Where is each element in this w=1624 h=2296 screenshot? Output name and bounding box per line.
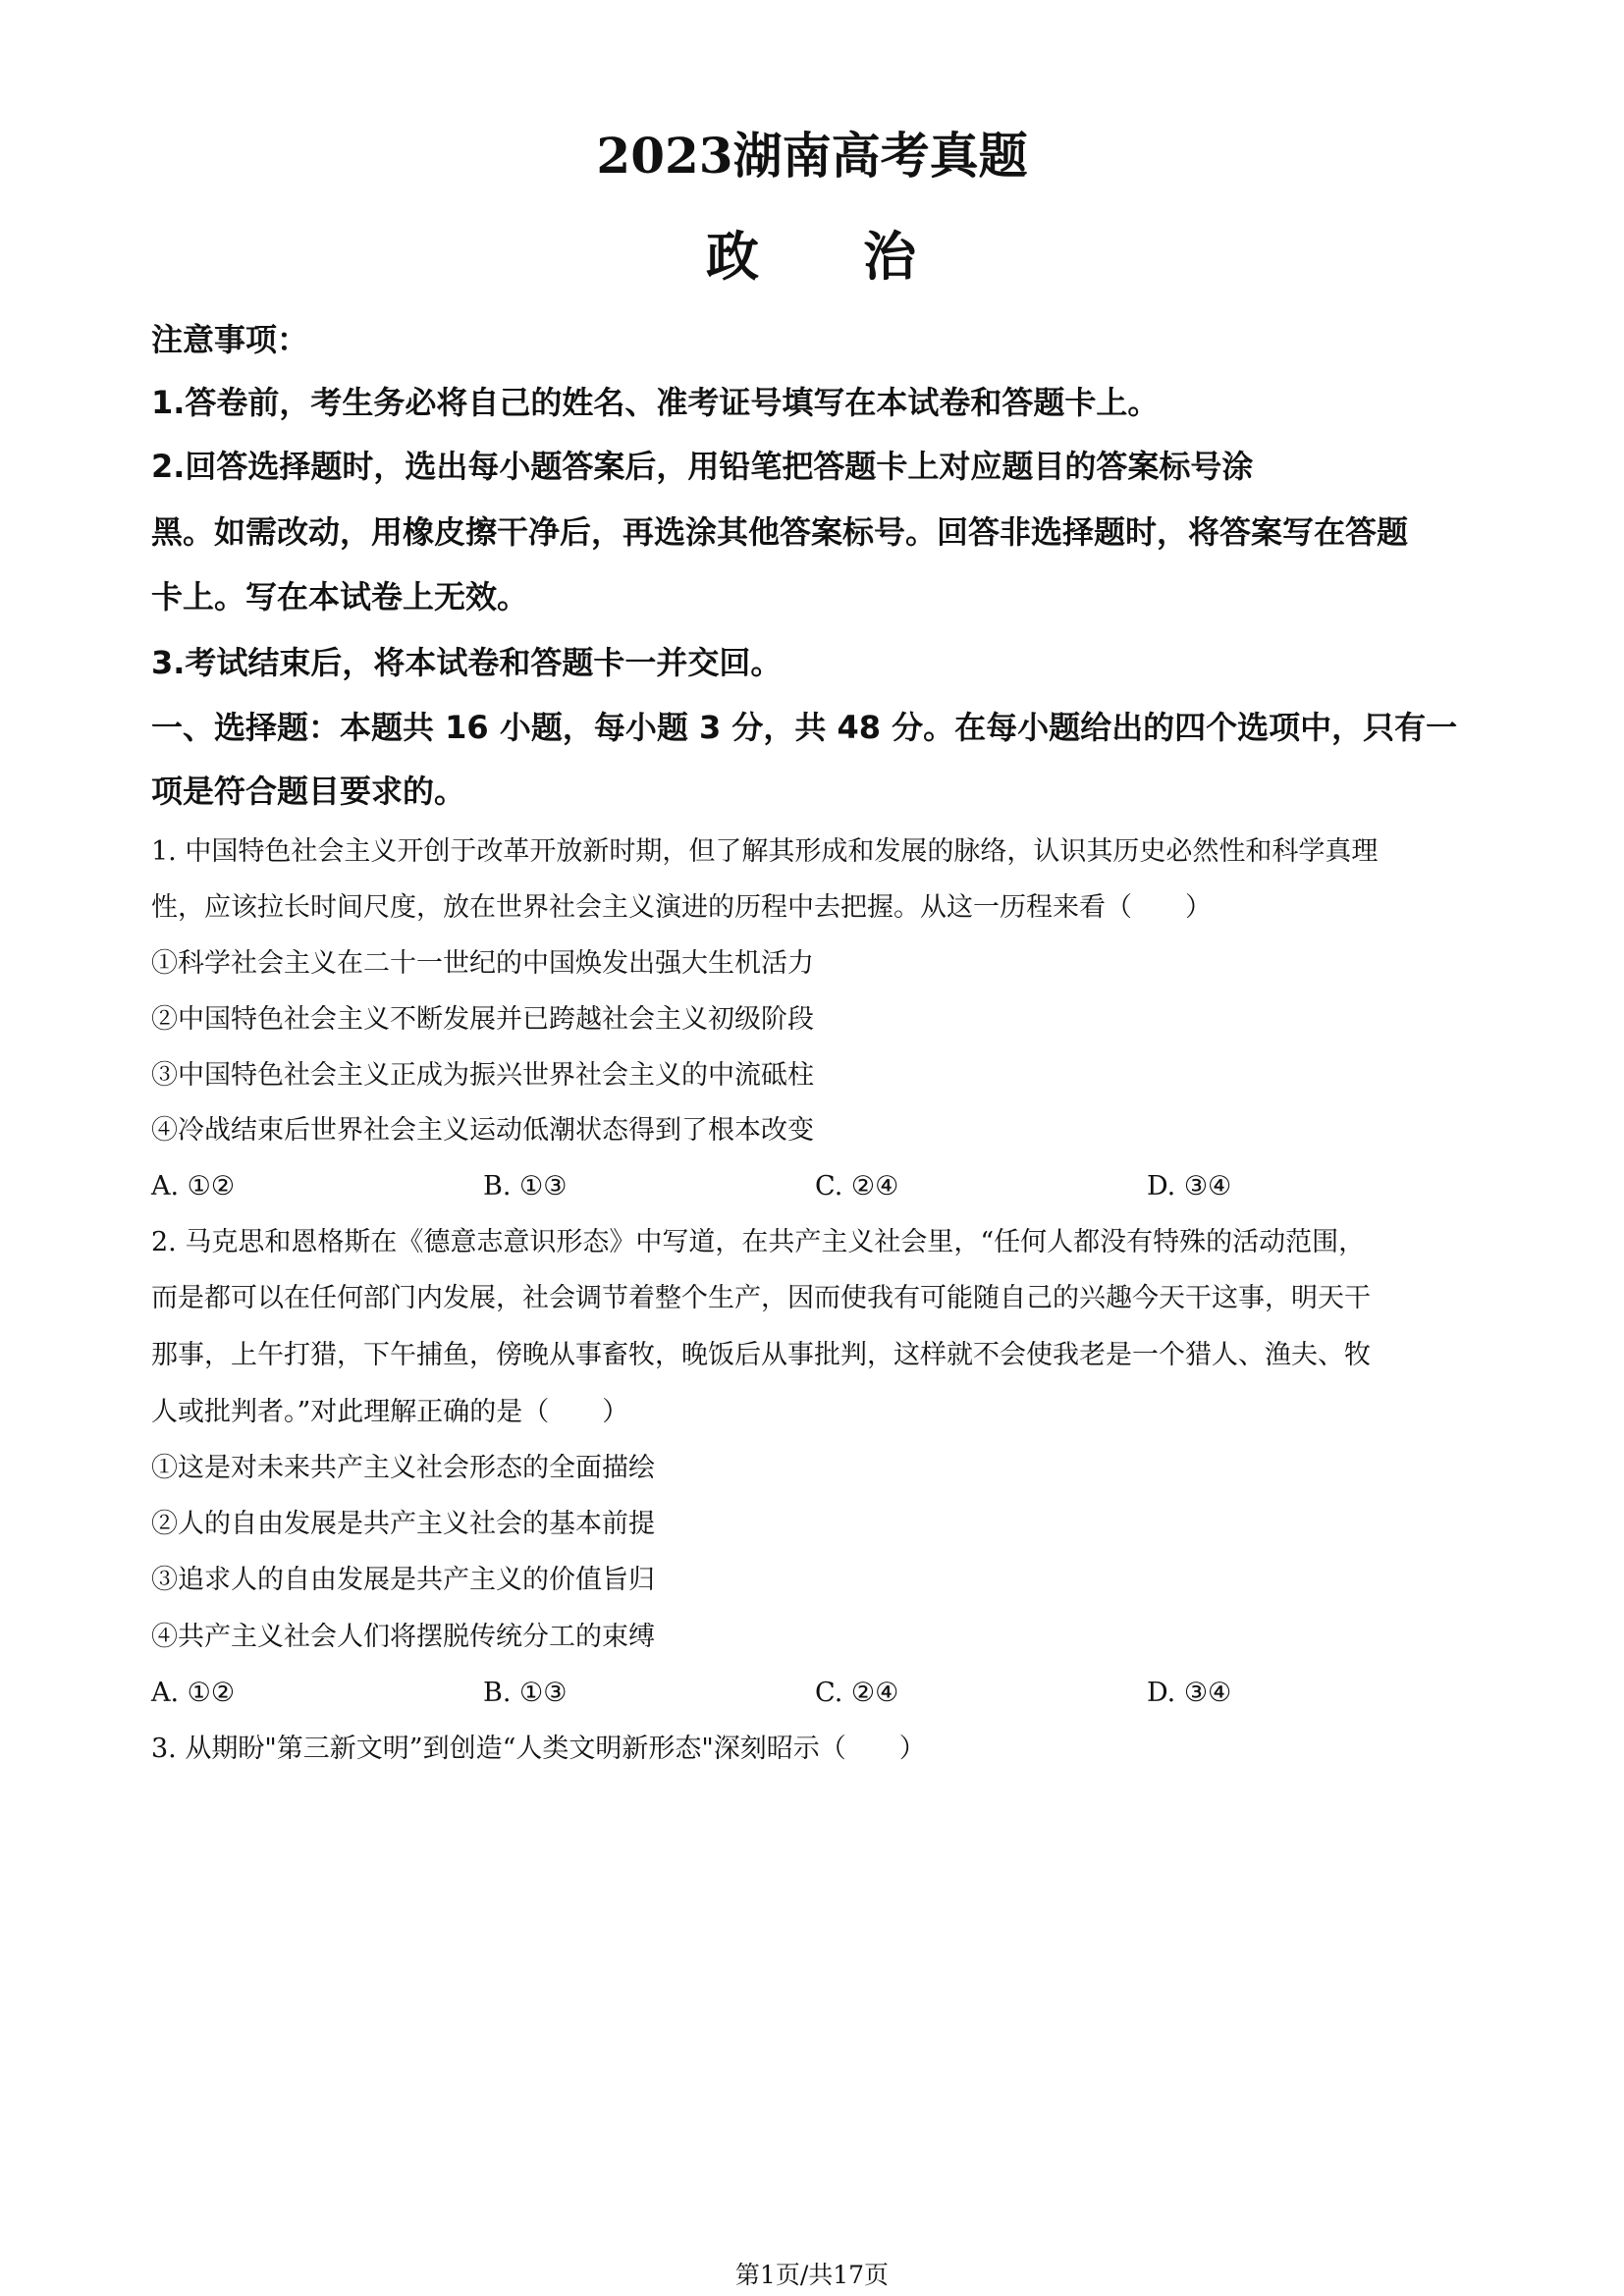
- notice-item-2-line-3: 卡上。写在本试卷上无效。: [151, 578, 529, 615]
- notice-heading: 注意事项：: [151, 321, 309, 358]
- notice-item-2-line-2: 黑。如需改动，用橡皮擦干净后，再选涂其他答案标号。回答非选择题时，将答案写在答题: [151, 513, 1409, 551]
- q1-option-b: B. ①③: [483, 1171, 568, 1201]
- q2-stem-line-2: 而是都可以在任何部门内发展，社会调节着整个生产，因而使我有可能随自己的兴趣今天干这事，明天干: [151, 1283, 1371, 1313]
- q2-stem-line-3: 那事，上午打猎，下午捕鱼，傍晚从事畜牧，晚饭后从事批判，这样就不会使我老是一个猎人、渔夫、牧: [151, 1340, 1371, 1370]
- q1-statement-1: ①科学社会主义在二十一世纪的中国焕发出强大生机活力: [151, 948, 814, 979]
- q2-statement-1: ①这是对未来共产主义社会形态的全面描绘: [151, 1453, 655, 1483]
- q2-stem-line-1: 2. 马克思和恩格斯在《德意志意识形态》中写道，在共产主义社会里，“任何人都没有特殊的活动范围，: [151, 1227, 1366, 1257]
- q2-option-c: C. ②④: [815, 1678, 899, 1708]
- q1-statement-3: ③中国特色社会主义正成为振兴世界社会主义的中流砥柱: [151, 1060, 814, 1091]
- q3-stem-line-1: 3. 从期盼"第三新文明”到创造“人类文明新形态"深刻昭示（ ）: [151, 1734, 926, 1764]
- notice-item-2-line-1: 2.回答选择题时，选出每小题答案后，用铅笔把答题卡上对应题目的答案标号涂: [151, 448, 1254, 485]
- q2-option-a: A. ①②: [151, 1678, 236, 1708]
- q1-stem-line-2: 性，应该拉长时间尺度，放在世界社会主义演进的历程中去把握。从这一历程来看（ ）: [151, 892, 1212, 923]
- q2-option-d: D. ③④: [1147, 1678, 1232, 1708]
- page-number: 第1页/共17页: [734, 2261, 890, 2289]
- q2-statement-3: ③追求人的自由发展是共产主义的价值旨归: [151, 1565, 655, 1595]
- q2-statement-4: ④共产主义社会人们将摆脱传统分工的束缚: [151, 1622, 655, 1652]
- subject-title: [0, 222, 1624, 291]
- q1-option-a: A. ①②: [151, 1171, 236, 1201]
- subject-char-right: 治: [863, 225, 918, 288]
- section-heading-line-2: 项是符合题目要求的。: [151, 773, 466, 810]
- notice-item-3: 3.考试结束后，将本试卷和答题卡一并交回。: [151, 644, 783, 681]
- q2-option-b: B. ①③: [483, 1678, 568, 1708]
- q2-statement-2: ②人的自由发展是共产主义社会的基本前提: [151, 1509, 655, 1539]
- q1-option-d: D. ③④: [1147, 1171, 1232, 1201]
- subject-char-left: 政: [706, 225, 761, 288]
- q1-option-c: C. ②④: [815, 1171, 899, 1201]
- q1-stem-line-1: 1. 中国特色社会主义开创于改革开放新时期，但了解其形成和发展的脉络，认识其历史必然性和科学真理: [151, 836, 1379, 867]
- q1-statement-4: ④冷战结束后世界社会主义运动低潮状态得到了根本改变: [151, 1115, 814, 1146]
- q1-statement-2: ②中国特色社会主义不断发展并已跨越社会主义初级阶段: [151, 1004, 814, 1035]
- exam-title: 2023湖南高考真题: [596, 127, 1028, 185]
- section-heading-line-1: 一、选择题：本题共 16 小题，每小题 3 分，共 48 分。在每小题给出的四个选项中，只有一: [151, 709, 1458, 746]
- q2-stem-line-4: 人或批判者。”对此理解正确的是（ ）: [151, 1397, 629, 1427]
- notice-item-1: 1.答卷前，考生务必将自己的姓名、准考证号填写在本试卷和答题卡上。: [151, 384, 1160, 421]
